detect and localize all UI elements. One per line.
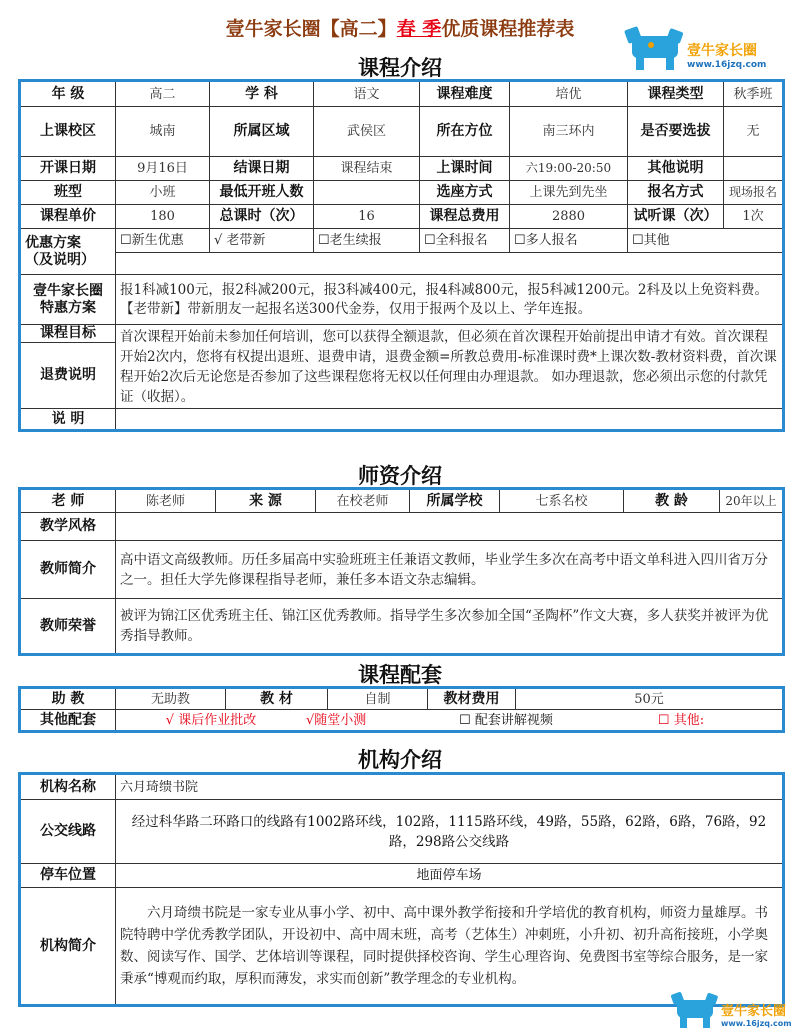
materials-table <box>18 686 785 733</box>
section-course-title: 课程介绍 <box>358 56 442 80</box>
logo-site: www.16jzq.com <box>687 60 767 70</box>
total-label: 课程总费用 <box>420 205 510 229</box>
org-table <box>18 772 785 1007</box>
discount-note <box>116 253 784 275</box>
select-value: 无 <box>724 107 784 157</box>
discount-option-renew[interactable]: ☐老生续报 <box>314 229 420 253</box>
org-bus-label: 公交线路 <box>20 800 116 864</box>
teacher-age-value: 20年以上 <box>720 489 784 513</box>
option-video[interactable]: ☐ 配套讲解视频 <box>459 712 553 728</box>
seat-label: 选座方式 <box>420 181 510 205</box>
other-label: 其他说明 <box>628 157 724 181</box>
title-season: 春 季 <box>396 18 442 40</box>
end-label: 结课日期 <box>210 157 314 181</box>
logo-bottom-brand: 壹牛家长圈 <box>721 1004 787 1019</box>
location-label: 所在方位 <box>420 107 510 157</box>
price-value: 180 <box>116 205 210 229</box>
section-org-title: 机构介绍 <box>358 748 442 772</box>
section-teacher-title: 师资介绍 <box>358 464 442 488</box>
teacher-intro-text: 高中语文高级教师。历任多届高中实验班班主任兼语文教师，毕业学生多次在高考中语文单科进入四川省万分之一。担任大学先修课程指导老师，兼任多本语文杂志编辑。 <box>116 541 784 599</box>
org-bus-value: 经过科华路二环路口的线路有1002路环线，102路，1115路环线，49路，55路，62路，6路，76路，92路，298路公交线路 <box>116 800 784 864</box>
type-value: 秋季班 <box>724 81 784 107</box>
discount-option-other[interactable]: ☐其他 <box>628 229 784 253</box>
org-name-label: 机构名称 <box>20 774 116 800</box>
trial-value: 1次 <box>724 205 784 229</box>
hours-value: 16 <box>314 205 420 229</box>
book-label: 教 材 <box>226 688 328 710</box>
min-value <box>314 181 420 205</box>
special-text: 报1科减100元，报2科减200元，报3科减400元，报4科减800元，报5科减1200元。2科及以上免资料费。【老带新】带新朋友一起报名送300代金券，仅用于报两个及以上、学年连报。 <box>116 275 784 325</box>
location-value: 南三环内 <box>510 107 628 157</box>
campus-value: 城南 <box>116 107 210 157</box>
subject-value: 语文 <box>314 81 420 107</box>
course-table <box>18 79 785 432</box>
seat-value: 上课先到先坐 <box>510 181 628 205</box>
section-materials-title: 课程配套 <box>358 663 442 687</box>
other-materials-label: 其他配套 <box>20 710 116 732</box>
teacher-style-value <box>116 513 784 541</box>
discount-option-all[interactable]: ☐全科报名 <box>420 229 510 253</box>
teacher-honor-text: 被评为锦江区优秀班主任、锦江区优秀教师。指导学生多次参加全国“圣陶杯”作文大赛，多人获奖并被评为优秀指导教师。 <box>116 599 784 655</box>
grade-value: 高二 <box>116 81 210 107</box>
class-value: 小班 <box>116 181 210 205</box>
teacher-source-value: 在校老师 <box>316 489 410 513</box>
discount-option-new[interactable]: ☐新生优惠 <box>116 229 210 253</box>
total-value: 2880 <box>510 205 628 229</box>
special-label: 壹牛家长圈 特惠方案 <box>20 275 116 325</box>
other-value <box>724 157 784 181</box>
trial-label: 试听课（次） <box>628 205 724 229</box>
subject-label: 学 科 <box>210 81 314 107</box>
refund-label: 退费说明 <box>20 343 116 409</box>
teacher-name-value: 陈老师 <box>116 489 216 513</box>
note-label: 说 明 <box>20 409 116 431</box>
discount-option-referral[interactable]: √ 老带新 <box>210 229 314 253</box>
assistant-label: 助 教 <box>20 688 116 710</box>
district-label: 所属区域 <box>210 107 314 157</box>
time-value: 六19:00-20:50 <box>510 157 628 181</box>
district-value: 武侯区 <box>314 107 420 157</box>
goal-label: 课程目标 <box>20 325 116 343</box>
org-parking-value: 地面停车场 <box>116 864 784 888</box>
select-label: 是否要选拔 <box>628 107 724 157</box>
price-label: 课程单价 <box>20 205 116 229</box>
teacher-age-label: 教 龄 <box>624 489 720 513</box>
grade-label: 年 级 <box>20 81 116 107</box>
teacher-table <box>18 487 785 656</box>
logo-bottom <box>672 988 792 1028</box>
title-part2: 优质课程推荐表 <box>441 18 575 40</box>
org-intro-text: 六月琦缋书院是一家专业从事小学、初中、高中课外教学衔接和升学培优的教育机构，师资力量雄厚。书院特聘中学优秀教学团队，开设初中、高中周末班，高考（艺体生）冲刺班，小升初、初升高衔接班，小学奥数、阅读写作、国学、艺体培训等课程，同时提供择校咨询、学生心理咨询、免费图书室等综合服务，是一家秉承“博观而约取，厚积而薄发，求实而创新”教学理念的专业机构。 <box>116 888 784 1006</box>
signup-label: 报名方式 <box>628 181 724 205</box>
teacher-style-label: 教学风格 <box>20 513 116 541</box>
book-fee-value: 50元 <box>516 688 784 710</box>
org-intro-label: 机构简介 <box>20 888 116 1006</box>
teacher-source-label: 来 源 <box>216 489 316 513</box>
option-other[interactable]: ☐ 其他: <box>657 712 705 728</box>
refund-text: 首次课程开始前未参加任何培训，您可以获得全额退款，但必须在首次课程开始前提出申请才有效。首次课程开始2次内，您将有权提出退班、退费申请，退费金额=所教总费用-标准课时费*上课次数-教材资料费，首次课程开始2次后无论您是否参加了这些课程您将无权以任何理由办理退款。 如办理退款，您必须出示您的付款凭证（收据）。 <box>116 325 784 409</box>
option-homework[interactable]: √ 课后作业批改 <box>165 712 257 728</box>
note-value <box>116 409 784 431</box>
start-value: 9月16日 <box>116 157 210 181</box>
other-materials-options <box>116 710 784 732</box>
min-label: 最低开班人数 <box>210 181 314 205</box>
difficulty-value: 培优 <box>510 81 628 107</box>
type-label: 课程类型 <box>628 81 724 107</box>
start-label: 开课日期 <box>20 157 116 181</box>
option-quiz[interactable]: √随堂小测 <box>306 712 367 728</box>
teacher-intro-label: 教师简介 <box>20 541 116 599</box>
teacher-name-label: 老 师 <box>20 489 116 513</box>
teacher-school-value: 七系名校 <box>500 489 624 513</box>
discount-label: 优惠方案 （及说明） <box>20 229 116 275</box>
teacher-honor-label: 教师荣誉 <box>20 599 116 655</box>
book-fee-label: 教材费用 <box>428 688 516 710</box>
org-name-value: 六月琦缋书院 <box>116 774 784 800</box>
logo-bottom-site: www.16jzq.com <box>721 1019 792 1028</box>
book-value: 自制 <box>328 688 428 710</box>
hours-label: 总课时（次） <box>210 205 314 229</box>
signup-value: 现场报名 <box>724 181 784 205</box>
org-parking-label: 停车位置 <box>20 864 116 888</box>
title-part1: 壹牛家长圈【高二】 <box>225 18 397 40</box>
end-value: 课程结束 <box>314 157 420 181</box>
assistant-value: 无助教 <box>116 688 226 710</box>
cow-logo-icon-bottom <box>672 988 718 1028</box>
discount-option-group[interactable]: ☐多人报名 <box>510 229 628 253</box>
difficulty-label: 课程难度 <box>420 81 510 107</box>
campus-label: 上课校区 <box>20 107 116 157</box>
time-label: 上课时间 <box>420 157 510 181</box>
logo-brand: 壹牛家长圈 <box>687 43 757 59</box>
teacher-school-label: 所属学校 <box>410 489 500 513</box>
class-label: 班型 <box>20 181 116 205</box>
